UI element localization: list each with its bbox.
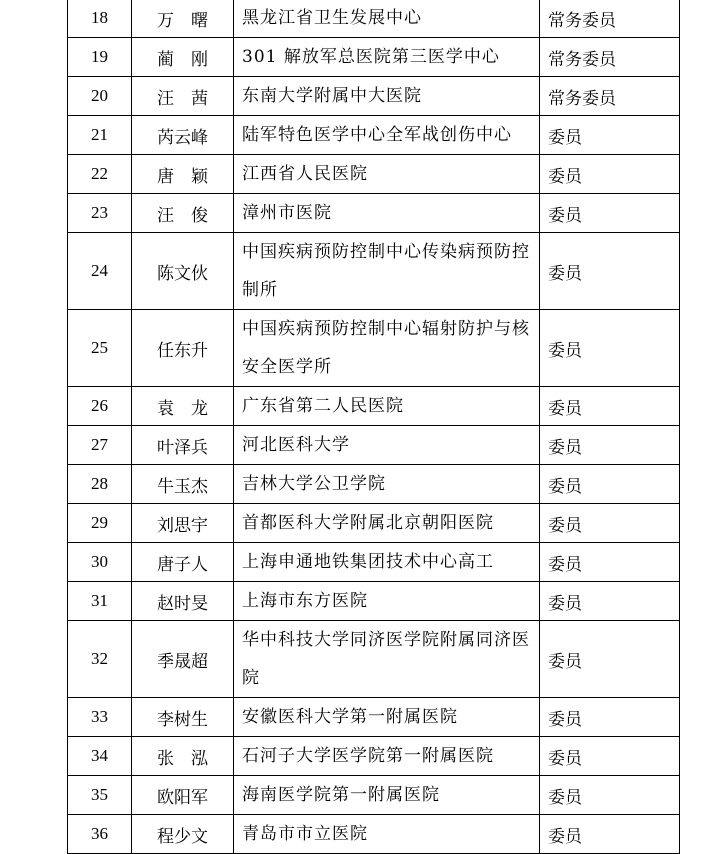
- organization-cell: 青岛市市立医院: [234, 815, 540, 854]
- table-row: [68, 77, 680, 116]
- table-row: [68, 426, 680, 465]
- organization-cell: 安徽医科大学第一附属医院: [234, 698, 540, 737]
- organization-cell: 广东省第二人民医院: [234, 387, 540, 426]
- member-name-cell: 季晟超: [132, 621, 234, 698]
- table-row: [68, 387, 680, 426]
- table-row: [68, 38, 680, 77]
- table-row: [68, 621, 680, 698]
- table-row: [68, 0, 680, 38]
- table-row: [68, 543, 680, 582]
- role-cell: 委员: [540, 543, 680, 582]
- role-cell: 委员: [540, 233, 680, 310]
- organization-cell: 黑龙江省卫生发展中心: [234, 0, 540, 38]
- role-cell: 委员: [540, 426, 680, 465]
- member-name-cell: 万 曙: [132, 0, 234, 38]
- organization-cell: 陆军特色医学中心全军战创伤中心: [234, 116, 540, 155]
- organization-cell: 华中科技大学同济医学院附属同济医院: [234, 621, 540, 698]
- role-cell: 委员: [540, 815, 680, 854]
- table-row: [68, 233, 680, 310]
- table-row: [68, 815, 680, 854]
- member-name-cell: 陈文伙: [132, 233, 234, 310]
- serial-number-cell: 29: [68, 504, 132, 543]
- table-row: [68, 698, 680, 737]
- serial-number-cell: 28: [68, 465, 132, 504]
- organization-cell: 中国疾病预防控制中心辐射防护与核安全医学所: [234, 310, 540, 387]
- table-row: [68, 737, 680, 776]
- role-cell: 委员: [540, 387, 680, 426]
- role-cell: 委员: [540, 698, 680, 737]
- table-row: [68, 504, 680, 543]
- member-name-cell: 袁 龙: [132, 387, 234, 426]
- role-cell: 委员: [540, 776, 680, 815]
- member-name-cell: 任东升: [132, 310, 234, 387]
- organization-cell: 301 解放军总医院第三医学中心: [234, 38, 540, 77]
- role-cell: 委员: [540, 155, 680, 194]
- serial-number-cell: 31: [68, 582, 132, 621]
- serial-number-cell: 36: [68, 815, 132, 854]
- organization-cell: 石河子大学医学院第一附属医院: [234, 737, 540, 776]
- serial-number-cell: 20: [68, 77, 132, 116]
- organization-cell: 海南医学院第一附属医院: [234, 776, 540, 815]
- serial-number-cell: 33: [68, 698, 132, 737]
- organization-cell: 河北医科大学: [234, 426, 540, 465]
- serial-number-cell: 30: [68, 543, 132, 582]
- role-cell: 委员: [540, 116, 680, 155]
- role-cell: 委员: [540, 737, 680, 776]
- table-row: [68, 582, 680, 621]
- organization-cell: 首都医科大学附属北京朝阳医院: [234, 504, 540, 543]
- table-row: [68, 465, 680, 504]
- table-row: [68, 310, 680, 387]
- member-name-cell: 芮云峰: [132, 116, 234, 155]
- role-cell: 常务委员: [540, 77, 680, 116]
- organization-cell: 江西省人民医院: [234, 155, 540, 194]
- organization-cell: 漳州市医院: [234, 194, 540, 233]
- serial-number-cell: 34: [68, 737, 132, 776]
- serial-number-cell: 19: [68, 38, 132, 77]
- organization-cell: 上海申通地铁集团技术中心高工: [234, 543, 540, 582]
- member-name-cell: 牛玉杰: [132, 465, 234, 504]
- role-cell: 常务委员: [540, 38, 680, 77]
- table-row: [68, 116, 680, 155]
- serial-number-cell: 35: [68, 776, 132, 815]
- member-name-cell: 蔺 刚: [132, 38, 234, 77]
- member-name-cell: 唐子人: [132, 543, 234, 582]
- organization-cell: 吉林大学公卫学院: [234, 465, 540, 504]
- table-row: [68, 194, 680, 233]
- role-cell: 委员: [540, 194, 680, 233]
- organization-cell: 东南大学附属中大医院: [234, 77, 540, 116]
- serial-number-cell: 26: [68, 387, 132, 426]
- member-name-cell: 汪 俊: [132, 194, 234, 233]
- role-cell: 委员: [540, 504, 680, 543]
- serial-number-cell: 24: [68, 233, 132, 310]
- serial-number-cell: 32: [68, 621, 132, 698]
- member-name-cell: 刘思宇: [132, 504, 234, 543]
- member-table: [67, 0, 680, 854]
- member-table-body: [68, 0, 680, 854]
- organization-cell: 中国疾病预防控制中心传染病预防控制所: [234, 233, 540, 310]
- role-cell: 委员: [540, 465, 680, 504]
- role-cell: 委员: [540, 621, 680, 698]
- member-name-cell: 张 泓: [132, 737, 234, 776]
- table-row: [68, 155, 680, 194]
- organization-cell: 上海市东方医院: [234, 582, 540, 621]
- serial-number-cell: 18: [68, 0, 132, 38]
- serial-number-cell: 23: [68, 194, 132, 233]
- role-cell: 常务委员: [540, 0, 680, 38]
- table-row: [68, 776, 680, 815]
- member-name-cell: 唐 颖: [132, 155, 234, 194]
- serial-number-cell: 25: [68, 310, 132, 387]
- member-name-cell: 李树生: [132, 698, 234, 737]
- role-cell: 委员: [540, 310, 680, 387]
- member-name-cell: 叶泽兵: [132, 426, 234, 465]
- member-name-cell: 程少文: [132, 815, 234, 854]
- serial-number-cell: 22: [68, 155, 132, 194]
- serial-number-cell: 27: [68, 426, 132, 465]
- member-name-cell: 赵时旻: [132, 582, 234, 621]
- member-name-cell: 欧阳军: [132, 776, 234, 815]
- member-name-cell: 汪 茜: [132, 77, 234, 116]
- role-cell: 委员: [540, 582, 680, 621]
- serial-number-cell: 21: [68, 116, 132, 155]
